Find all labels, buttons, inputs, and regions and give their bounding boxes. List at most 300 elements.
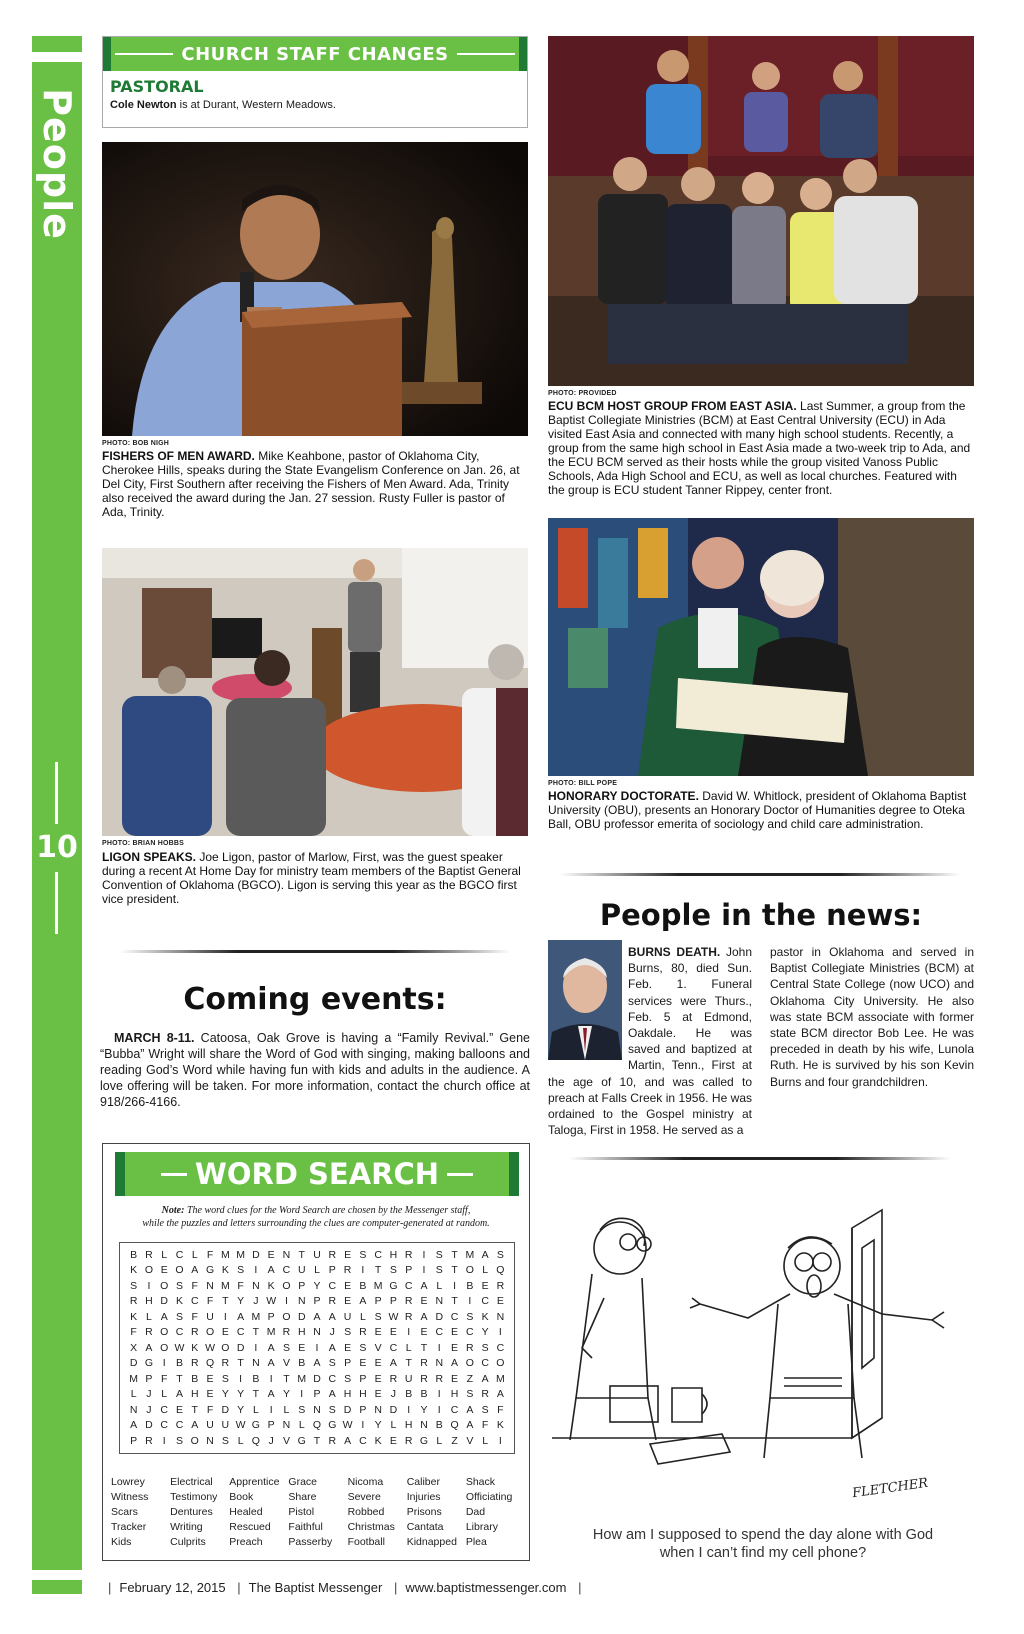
word-search-letter: A — [175, 1388, 183, 1401]
word-search-letter: F — [206, 1295, 214, 1308]
word-search-word: Severe — [347, 1491, 381, 1503]
word-search-box — [102, 1143, 530, 1561]
word-search-letter: K — [267, 1279, 275, 1292]
word-search-letter: A — [496, 1388, 504, 1401]
word-search-letter: L — [130, 1388, 137, 1401]
word-search-letter: M — [220, 1279, 230, 1292]
word-search-letter: C — [450, 1403, 459, 1416]
word-search-word: Testimony — [170, 1491, 218, 1503]
word-search-letter: C — [389, 1341, 398, 1354]
word-search-letter: M — [266, 1326, 276, 1339]
word-search-letter: I — [407, 1403, 411, 1416]
word-search-letter: E — [481, 1279, 489, 1292]
word-search-letter: E — [374, 1357, 382, 1370]
word-search-letter: T — [374, 1264, 382, 1277]
word-search-letter: T — [176, 1372, 183, 1385]
word-search-letter: B — [191, 1372, 199, 1385]
word-search-letter: T — [313, 1434, 321, 1447]
word-search-letter: R — [404, 1248, 413, 1261]
word-search-letter: T — [222, 1295, 229, 1308]
word-search-letter: P — [374, 1295, 382, 1308]
word-search-letter: I — [361, 1419, 365, 1432]
word-search-letter: R — [435, 1372, 444, 1385]
fishers-photo — [102, 142, 528, 436]
section-label: People — [35, 88, 79, 240]
word-search-word: Apprentice — [229, 1476, 280, 1488]
word-search-letter: L — [146, 1310, 152, 1323]
word-search-letter: E — [160, 1264, 168, 1277]
word-search-letter: T — [420, 1341, 428, 1354]
word-search-letter: P — [344, 1357, 352, 1370]
word-search-letter: C — [435, 1326, 444, 1339]
word-search-letter: S — [344, 1326, 352, 1339]
word-search-letter: D — [221, 1403, 230, 1416]
footer-publication: The Baptist Messenger — [248, 1580, 383, 1595]
word-search-letter: J — [268, 1434, 274, 1447]
word-search-word: Plea — [465, 1536, 487, 1548]
word-search-word: Pistol — [288, 1506, 315, 1518]
word-search-letter: I — [361, 1264, 365, 1277]
word-search-letter: B — [175, 1357, 183, 1370]
word-search-letter: U — [404, 1372, 413, 1385]
word-search-letter: A — [191, 1264, 199, 1277]
word-search-letter: R — [328, 1295, 337, 1308]
word-search-letter: P — [267, 1419, 275, 1432]
word-search-letter: J — [146, 1388, 152, 1401]
word-search-letter: S — [435, 1248, 443, 1261]
word-search-row — [126, 1278, 508, 1294]
word-search-letter: S — [359, 1248, 367, 1261]
word-search-letter: E — [344, 1295, 352, 1308]
word-search-word: Kids — [111, 1536, 132, 1548]
word-search-letter: O — [465, 1357, 474, 1370]
word-search-row — [126, 1387, 508, 1403]
word-search-letter: I — [254, 1341, 258, 1354]
word-search-letter: L — [482, 1264, 489, 1277]
word-search-letter: K — [481, 1310, 489, 1323]
word-search-row — [126, 1371, 508, 1387]
word-search-letter: N — [496, 1310, 505, 1323]
word-search-letter: O — [282, 1310, 291, 1323]
word-search-letter: P — [145, 1372, 153, 1385]
word-search-letter: Q — [312, 1419, 322, 1432]
word-search-word: Kidnapped — [406, 1536, 457, 1548]
word-search-letter: D — [160, 1295, 168, 1308]
word-search-letter: L — [161, 1388, 168, 1401]
word-search-letter: L — [298, 1419, 305, 1432]
word-search-letter: A — [145, 1341, 153, 1354]
word-search-letter: A — [328, 1388, 336, 1401]
word-search-letter: S — [466, 1310, 474, 1323]
word-search-letter: B — [298, 1357, 306, 1370]
word-search-letter: G — [389, 1279, 398, 1292]
word-search-letter: W — [342, 1419, 353, 1432]
word-search-letter: G — [297, 1434, 306, 1447]
word-search-note: Note: The word clues for the Word Search are chosen by the Messenger staff, while the puzzles and letters surrounding the clues are computer-generated at random. — [142, 1205, 490, 1229]
word-search-word: Injuries — [406, 1491, 441, 1503]
word-search-letter: S — [481, 1403, 489, 1416]
word-search-letter: M — [496, 1372, 505, 1385]
word-search-letter: C — [190, 1295, 199, 1308]
word-search-letter: A — [389, 1357, 397, 1370]
word-search-word: Rescued — [229, 1521, 271, 1533]
word-search-letter: N — [313, 1403, 321, 1416]
rail-divider — [55, 872, 58, 934]
word-search-letter: M — [465, 1248, 475, 1261]
footer-website[interactable]: www.baptistmessenger.com — [405, 1580, 567, 1595]
word-search-letter: I — [162, 1357, 166, 1370]
word-search-letter: T — [451, 1264, 458, 1277]
word-search-letter: X — [130, 1341, 138, 1354]
word-search-letter: U — [221, 1419, 230, 1432]
word-search-word: Caliber — [406, 1476, 440, 1488]
word-search-letter: K — [374, 1434, 382, 1447]
word-search-letter: Y — [237, 1388, 245, 1401]
word-search-letter: G — [144, 1357, 153, 1370]
word-search-letter: T — [283, 1372, 290, 1385]
word-search-letter: I — [284, 1295, 288, 1308]
word-search-letter: E — [374, 1388, 382, 1401]
word-search-letter: A — [481, 1372, 489, 1385]
fishers-photo-credit: PHOTO: BOB NIGH — [102, 440, 170, 447]
word-search-letter: Q — [450, 1419, 459, 1432]
word-search-letter: B — [359, 1279, 367, 1292]
word-search-letter: R — [282, 1326, 291, 1339]
word-search-letter: O — [205, 1326, 215, 1339]
word-search-letter: P — [313, 1388, 321, 1401]
ligon-caption: LIGON SPEAKS. Joe Ligon, pastor of Marlow, First, was the guest speaker during a recent At Home Day for ministry team members of the Baptist General Convention of Oklahoma (BGCO). Ligon is serving this year as the BGCO first vice president. — [102, 850, 521, 906]
word-search-letter: I — [269, 1372, 273, 1385]
word-search-letter: B — [130, 1248, 138, 1261]
ecu-caption: ECU BCM HOST GROUP FROM EAST ASIA. Last Summer, a group from the Baptist Collegiate Ministries (BCM) at East Central University (ECU) in Ada visited East Asia and connected with many high school students. Recently, a group from the same high school in East Asia made a two-week trip to Ada, and the ECU BCM served as their hosts while the group visited Vanoss Public Schools, Ada High School and ECU, as well as local churches. Featured with the group is ECU student Tanner Rippey, center front. — [548, 399, 971, 497]
word-search-letter: V — [282, 1357, 290, 1370]
word-search-row — [126, 1294, 508, 1310]
word-search-letter: C — [175, 1326, 184, 1339]
word-search-letter: N — [435, 1295, 444, 1308]
word-search-letter: L — [191, 1248, 198, 1261]
word-search-letter: B — [252, 1372, 260, 1385]
word-search-letter: G — [328, 1419, 337, 1432]
doctorate-photo-credit: PHOTO: BILL POPE — [548, 780, 618, 787]
word-search-letter: O — [160, 1279, 169, 1292]
staff-entry: Cole Newton is at Durant, Western Meadows. — [110, 99, 336, 111]
word-search-letter: M — [251, 1310, 261, 1323]
word-search-letter: I — [223, 1310, 227, 1323]
word-search-letter: I — [300, 1388, 304, 1401]
word-search-row — [126, 1309, 508, 1325]
word-search-letter: E — [374, 1372, 382, 1385]
word-search-word: Grace — [288, 1476, 318, 1488]
word-search-letter: N — [282, 1248, 291, 1261]
word-search-letter: N — [374, 1403, 382, 1416]
word-search-letter: R — [221, 1357, 230, 1370]
word-search-letter: M — [236, 1248, 245, 1261]
word-search-letter: O — [496, 1357, 505, 1370]
word-search-letter: M — [373, 1279, 383, 1292]
word-search-letter: F — [206, 1248, 214, 1261]
word-search-letter: C — [175, 1248, 184, 1261]
fishers-caption: FISHERS OF MEN AWARD. Mike Keahbone, pastor of Oklahoma City, Cherokee Hills, speaks during the State Evangelism Conference on Jan. 26, at Del City, First Southern after receiving the Fishers of Men Award. Ada, Trinity also received the award during the Jan. 27 session. Rusty Fuller is pastor of Ada, Trinity. — [102, 449, 520, 519]
word-search-letter: L — [359, 1310, 366, 1323]
word-search-letter: T — [252, 1326, 260, 1339]
word-search-letter: L — [436, 1434, 443, 1447]
word-search-letter: A — [267, 1357, 275, 1370]
word-search-letter: Y — [313, 1279, 321, 1292]
word-search-letter: N — [252, 1279, 260, 1292]
word-search-letter: C — [359, 1434, 367, 1447]
word-search-letter: H — [389, 1248, 398, 1261]
word-search-letter: S — [237, 1264, 245, 1277]
word-search-word-list — [111, 1476, 525, 1548]
word-search-letter: C — [282, 1264, 291, 1277]
word-search-letter: K — [191, 1341, 199, 1354]
word-search-letter: N — [313, 1326, 321, 1339]
rail-divider — [55, 762, 58, 824]
word-search-letter: G — [419, 1434, 429, 1447]
word-search-letter: O — [175, 1264, 184, 1277]
word-search-letter: O — [190, 1434, 199, 1447]
word-search-letter: S — [466, 1388, 474, 1401]
word-search-letter: P — [267, 1310, 275, 1323]
word-search-letter: S — [221, 1434, 229, 1447]
word-search-word: Electrical — [170, 1476, 213, 1488]
word-search-letter: C — [236, 1326, 245, 1339]
word-search-letter: P — [298, 1279, 306, 1292]
word-search-row — [126, 1402, 508, 1418]
events-body: MARCH 8-11. Catoosa, Oak Grove is having a “Family Revival.” Gene “Bubba” Wright will share the Word of God with singing, making balloons and reading God’s Word while having fun with kids and adults in the audience. A love offering will be taken. For more information, contact the church office at 918/266-4166. — [100, 1031, 531, 1109]
word-search-letter: B — [466, 1279, 474, 1292]
footer-date: February 12, 2015 — [119, 1580, 226, 1595]
word-search-letter: S — [130, 1279, 138, 1292]
word-search-word: Cantata — [406, 1521, 444, 1533]
word-search-letter: W — [266, 1295, 277, 1308]
word-search-letter: J — [329, 1326, 335, 1339]
word-search-letter: B — [405, 1388, 413, 1401]
word-search-letter: T — [451, 1295, 458, 1308]
word-search-letter: E — [389, 1434, 397, 1447]
word-search-letter: R — [145, 1248, 153, 1261]
word-search-word: Shack — [465, 1476, 496, 1488]
word-search-letter: V — [374, 1341, 382, 1354]
word-search-row — [126, 1247, 508, 1263]
word-search-letter: J — [390, 1388, 397, 1401]
word-search-letter: C — [374, 1248, 382, 1261]
word-search-letter: E — [267, 1248, 275, 1261]
word-search-letter: E — [389, 1326, 397, 1339]
word-search-letter: I — [422, 1264, 426, 1277]
word-search-row — [126, 1433, 508, 1449]
word-search-letter: U — [313, 1248, 321, 1261]
word-search-letter: G — [205, 1264, 215, 1277]
ligon-photo-credit: PHOTO: BRIAN HOBBS — [102, 840, 185, 847]
staff-changes-box — [102, 36, 528, 128]
word-search-word: Dad — [465, 1506, 486, 1518]
word-search-letter: K — [130, 1264, 138, 1277]
word-search-letter: G — [251, 1419, 260, 1432]
word-search-letter: D — [236, 1341, 245, 1354]
word-search-letter: F — [191, 1279, 198, 1292]
word-search-letter: I — [422, 1248, 426, 1261]
word-search-letter: K — [496, 1419, 504, 1432]
word-search-letter: C — [450, 1310, 459, 1323]
word-search-letter: I — [498, 1326, 502, 1339]
word-search-letter: C — [328, 1279, 337, 1292]
word-search-letter: M — [129, 1372, 139, 1385]
word-search-letter: I — [437, 1341, 441, 1354]
word-search-letter: E — [175, 1403, 183, 1416]
news-column-2: pastor in Oklahoma and served in Baptist Collegiate Ministries (BCM) at Central State College (now UCO) and Oklahoma City University. He also was state BCM associate with former state BCM director Bob Lee. He was preceded in death by his wife, Lunola Ruth. He is survived by his son Kevin Burns and four grandchildren. — [770, 945, 974, 1089]
ecu-group-photo — [548, 36, 974, 386]
word-search-letter: P — [405, 1264, 413, 1277]
word-search-letter: E — [420, 1295, 428, 1308]
word-search-letter: W — [235, 1419, 246, 1432]
word-search-letter: Z — [451, 1434, 458, 1447]
word-search-letter: C — [404, 1279, 413, 1292]
word-search-letter: C — [481, 1295, 489, 1308]
word-search-letter: A — [481, 1248, 489, 1261]
word-search-letter: N — [129, 1403, 138, 1416]
word-search-letter: U — [206, 1310, 214, 1323]
word-search-letter: R — [145, 1326, 153, 1339]
word-search-letter: R — [404, 1310, 413, 1323]
word-search-letter: I — [254, 1264, 258, 1277]
word-search-letter: A — [267, 1264, 275, 1277]
word-search-row — [126, 1325, 508, 1341]
word-search-letter: P — [389, 1295, 397, 1308]
word-search-letter: A — [328, 1341, 336, 1354]
word-search-letter: E — [344, 1341, 352, 1354]
word-search-letter: E — [221, 1326, 229, 1339]
word-search-letter: Q — [205, 1357, 215, 1370]
word-search-letter: J — [146, 1403, 152, 1416]
word-search-letter: N — [252, 1357, 260, 1370]
word-search-letter: W — [205, 1341, 215, 1354]
word-search-letter: O — [160, 1326, 169, 1339]
word-search-row — [126, 1418, 508, 1434]
word-search-letter: F — [481, 1419, 489, 1432]
word-search-letter: R — [359, 1326, 367, 1339]
word-search-letter: P — [359, 1372, 367, 1385]
word-search-letter: I — [437, 1403, 441, 1416]
word-search-letter: A — [130, 1419, 138, 1432]
word-search-letter: Y — [282, 1388, 290, 1401]
word-search-letter: Q — [251, 1434, 260, 1447]
word-search-letter: I — [498, 1434, 502, 1447]
word-search-letter: H — [190, 1388, 199, 1401]
word-search-letter: O — [144, 1264, 153, 1277]
word-search-letter: I — [453, 1279, 456, 1292]
cartoon-drawing — [552, 1208, 974, 1518]
word-search-letter: O — [160, 1341, 169, 1354]
word-search-word: Christmas — [347, 1521, 395, 1533]
word-search-letter: D — [313, 1372, 321, 1385]
word-search-letter: A — [313, 1310, 321, 1323]
word-search-letter: P — [130, 1434, 138, 1447]
word-search-letter: C — [328, 1372, 337, 1385]
word-search-letter: L — [237, 1434, 244, 1447]
word-search-letter: A — [420, 1310, 428, 1323]
word-search-letter: T — [298, 1248, 305, 1261]
word-search-letter: U — [206, 1419, 214, 1432]
word-search-word: Book — [229, 1491, 254, 1503]
word-search-letter: M — [297, 1372, 307, 1385]
divider-rule — [120, 950, 510, 953]
word-search-letter: R — [129, 1295, 138, 1308]
word-search-letter: K — [130, 1310, 138, 1323]
word-search-letter: I — [162, 1434, 166, 1447]
word-search-word: Faithful — [288, 1521, 323, 1533]
word-search-letter: W — [174, 1341, 185, 1354]
word-search-letter: A — [267, 1388, 275, 1401]
word-search-letter: S — [282, 1341, 290, 1354]
word-search-letter: S — [496, 1248, 504, 1261]
word-search-word: Culprits — [170, 1536, 206, 1548]
word-search-letter: R — [404, 1434, 413, 1447]
word-search-letter: L — [161, 1248, 168, 1261]
word-search-letter: Y — [481, 1326, 489, 1339]
word-search-letter: N — [435, 1357, 444, 1370]
cartoon-signature: FLETCHER — [850, 1475, 929, 1502]
word-search-letter: C — [175, 1419, 184, 1432]
word-search-letter: D — [145, 1419, 153, 1432]
word-search-letter: L — [436, 1279, 443, 1292]
word-search-letter: T — [191, 1403, 198, 1416]
word-search-letter: F — [130, 1326, 137, 1339]
word-search-word: Scars — [111, 1506, 138, 1518]
word-search-letter: S — [328, 1403, 336, 1416]
word-search-letter: F — [206, 1403, 214, 1416]
word-search-letter: B — [420, 1388, 428, 1401]
word-search-letter: I — [269, 1403, 273, 1416]
word-search-word: Officiating — [465, 1491, 513, 1503]
staff-changes-banner: CHURCH STAFF CHANGES — [103, 37, 527, 71]
word-search-word: Healed — [229, 1506, 263, 1518]
word-search-letter: I — [147, 1279, 151, 1292]
word-search-letter: S — [359, 1341, 367, 1354]
word-search-letter: A — [237, 1310, 245, 1323]
word-search-letter: A — [267, 1341, 275, 1354]
word-search-letter: P — [359, 1403, 367, 1416]
word-search-letter: Y — [237, 1403, 245, 1416]
word-search-letter: E — [359, 1357, 367, 1370]
word-search-letter: H — [404, 1419, 413, 1432]
word-search-letter: L — [482, 1434, 489, 1447]
word-search-letter: Y — [221, 1388, 229, 1401]
word-search-letter: L — [314, 1264, 320, 1277]
word-search-letter: C — [160, 1403, 168, 1416]
word-search-letter: A — [420, 1279, 428, 1292]
word-search-letter: D — [435, 1310, 444, 1323]
word-search-letter: R — [145, 1434, 153, 1447]
word-search-letter: A — [160, 1310, 168, 1323]
news-heading: People in the news: — [599, 898, 923, 932]
ecu-photo-credit: PHOTO: PROVIDED — [548, 390, 617, 397]
doctorate-photo — [548, 518, 974, 776]
word-search-letter: S — [389, 1264, 397, 1277]
word-search-letter: L — [283, 1403, 290, 1416]
word-search-letter: H — [297, 1326, 306, 1339]
word-search-letter: Z — [466, 1372, 474, 1385]
word-search-letter: R — [328, 1434, 337, 1447]
word-search-letter: R — [389, 1372, 398, 1385]
word-search-letter: U — [297, 1264, 306, 1277]
word-search-word: Writing — [170, 1521, 203, 1533]
word-search-letter: N — [206, 1434, 214, 1447]
word-search-letter: R — [420, 1372, 428, 1385]
word-search-letter: Y — [237, 1295, 245, 1308]
word-search-letter: A — [328, 1310, 336, 1323]
word-search-word: Prisons — [406, 1506, 442, 1518]
